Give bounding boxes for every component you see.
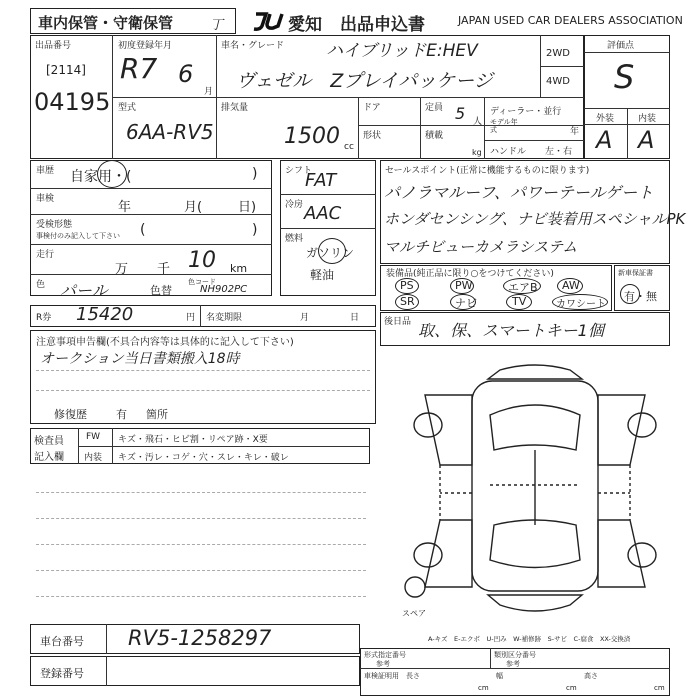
mileage-man: 万 <box>115 262 129 277</box>
selling-point-1: パノラマルーフ、パワーテールゲート <box>384 183 654 202</box>
interior-grade: A <box>638 126 655 154</box>
cert-height-unit: cm <box>654 684 665 692</box>
dealer-label: ディーラー・並行 <box>490 107 562 117</box>
exterior-grade: A <box>596 126 613 154</box>
reception-note: 事検付のみ記入して下さい <box>36 232 120 240</box>
model-value: 6AA-RV5 <box>126 120 214 144</box>
history-label: 車歴 <box>36 166 55 176</box>
form-cert-label: 形式指定番号 <box>364 651 406 659</box>
storage-title: 車内保管・守衛保管 <box>38 14 174 32</box>
cooling-label: 冷房 <box>285 200 304 210</box>
capacity-label: 定員 <box>425 103 444 113</box>
registration-year: R7 <box>120 52 158 85</box>
repair-value: 有 <box>116 408 127 421</box>
displacement-label: 排気量 <box>221 103 249 113</box>
repair-place: 箇所 <box>146 408 168 421</box>
equip-pw[interactable]: PW <box>455 279 473 292</box>
displacement-value: 1500 <box>284 124 340 149</box>
rating-label: 評価点 <box>607 41 635 51</box>
cooling-value: AAC <box>304 203 342 224</box>
car-name-line2: ヴェゼル Zプレイパッケージ <box>236 70 493 92</box>
capacity-unit: 人 <box>473 117 483 127</box>
cert-width-unit: cm <box>566 684 577 692</box>
cert-height-label: 高さ <box>584 672 598 680</box>
class-num-ref: 参考 <box>506 660 520 668</box>
displacement-unit: cc <box>344 142 354 152</box>
warranty-options[interactable]: 有・無 <box>624 290 657 303</box>
fuel-label: 燃料 <box>285 234 304 244</box>
inspector-fw-label: FW <box>86 432 101 442</box>
car-name-line1: ハイブリッドE:HEV <box>326 41 478 61</box>
inspector-int-items: キズ・汚レ・コゲ・穴・スレ・キレ・破レ <box>118 453 289 463</box>
reception-close: ) <box>252 222 258 238</box>
equip-ps[interactable]: PS <box>400 279 414 292</box>
handle-options[interactable]: 左・右 <box>545 147 573 157</box>
mileage-label: 走行 <box>36 250 55 260</box>
inspector-int-label: 内装 <box>84 453 103 463</box>
lot-number: 04195 <box>34 88 111 116</box>
interior-label: 内装 <box>638 114 657 124</box>
doors-label: ドア <box>363 103 381 113</box>
registration-month-unit: 月 <box>204 87 214 97</box>
registration-label: 初度登録年月 <box>118 41 173 51</box>
chassis-label: 車台番号 <box>40 635 84 648</box>
model-year-unit: 年 <box>570 127 580 137</box>
shape-label: 形状 <box>363 131 382 141</box>
fuel-diesel[interactable]: 軽油 <box>310 268 335 282</box>
equip-tv-circle <box>506 294 532 310</box>
history-circle <box>97 160 127 188</box>
mileage-unit: km <box>230 262 248 275</box>
equip-sr[interactable]: SR <box>400 295 415 308</box>
r-ticket-label: R券 <box>36 313 52 323</box>
color-code-value: NH902PC <box>200 284 248 295</box>
equip-leather-seat[interactable]: カワシート <box>556 299 606 310</box>
org-name: 愛知 <box>288 15 322 35</box>
drive-4wd[interactable]: 4WD <box>546 76 570 87</box>
mileage-value: 10 <box>188 248 216 273</box>
equip-ps-circle <box>395 278 419 294</box>
transfer-label: 名変期限 <box>206 313 243 323</box>
form-title: 出品申込書 <box>340 15 425 35</box>
capacity-value: 5 <box>455 104 466 123</box>
fuel-gasoline-circle <box>318 238 346 264</box>
inspector-fw-items: キズ・飛石・ヒビ割・リペア跡・X要 <box>118 435 268 445</box>
reception-open: ( <box>140 222 146 238</box>
color-value: パール <box>60 281 108 300</box>
r-ticket-value: 15420 <box>76 304 134 325</box>
equip-aw[interactable]: AW <box>562 279 580 292</box>
history-close: ) <box>252 166 258 182</box>
equip-airbag-circle <box>503 278 541 294</box>
equip-aw-circle <box>557 278 583 294</box>
shaken-label: 車検 <box>36 194 55 204</box>
shaken-day: 日) <box>238 200 257 215</box>
inspector-label-1: 検査員 <box>34 436 64 447</box>
lot-number-label: 出品番号 <box>35 41 72 51</box>
exterior-label: 外装 <box>596 114 615 124</box>
spare-label: スペア <box>402 609 426 618</box>
storage-mark: 丁 <box>210 18 224 33</box>
reg-number-label: 登録番号 <box>40 667 84 680</box>
class-num-label: 類別区分番号 <box>494 651 536 659</box>
lot-small-number: [2114] <box>46 63 86 77</box>
equip-sr-circle <box>395 294 419 310</box>
equipment-label: 装備品(純正品に限り○をつけてください) <box>386 269 554 279</box>
accessories-text: 取、保、スマートキー1個 <box>418 321 604 340</box>
remarks-label: 注意事項申告欄(不具合内容等は具体的に記入して下さい) <box>36 337 294 348</box>
shift-label: シフト <box>285 166 313 176</box>
ju-logo-icon <box>252 10 290 36</box>
equip-navi[interactable]: ナビ <box>455 297 477 310</box>
equip-airbag[interactable]: エアB <box>508 281 538 294</box>
cert-length-unit: cm <box>478 684 489 692</box>
r-ticket-unit: 円 <box>186 313 196 323</box>
transfer-month: 月 <box>300 313 310 323</box>
drive-2wd[interactable]: 2WD <box>546 48 570 59</box>
rating-value: S <box>614 58 635 96</box>
handle-label: ハンドル <box>490 147 527 157</box>
color-code-label: 色コード <box>188 278 216 286</box>
form-cert-ref: 参考 <box>376 660 390 668</box>
equip-leather-circle <box>552 294 608 310</box>
cert-width-label: 幅 <box>496 672 503 680</box>
cert-length-label: 長さ <box>406 672 420 680</box>
equip-tv[interactable]: TV <box>512 295 527 308</box>
association-name: JAPAN USED CAR DEALERS ASSOCIATION <box>458 14 683 27</box>
reception-label: 受検形態 <box>36 220 73 230</box>
chassis-value: RV5-1258297 <box>128 626 272 650</box>
mileage-sen: 千 <box>157 262 171 277</box>
cert-size-label: 車検証明用 <box>364 672 399 680</box>
remarks-text: オークション当日書類搬入18時 <box>40 351 240 367</box>
fuel-gasoline[interactable]: ガソリン <box>306 246 355 260</box>
selling-points-label: セールスポイント(正常に機能するものに限ります) <box>385 166 590 176</box>
accessories-label: 後日品 <box>384 317 412 327</box>
repair-label: 修復歴 <box>54 408 87 421</box>
load-label: 積載 <box>425 131 444 141</box>
equip-navi-circle <box>450 294 476 310</box>
selling-point-3: マルチビューカメラシステム <box>384 238 578 256</box>
model-year-label: モデル年式 <box>490 118 518 134</box>
car-name-label: 車名・グレード <box>221 41 285 51</box>
shaken-month: 月( <box>184 200 203 215</box>
color-change-label: 色替 <box>150 284 172 297</box>
warranty-circle <box>620 284 640 304</box>
history-value: 自家用・( <box>70 169 132 185</box>
transfer-day: 日 <box>350 313 360 323</box>
selling-point-2: ホンダセンシング、ナビ装着用スペシャルPK <box>384 210 686 228</box>
damage-legend: A-キズ E-エクボ U-凹み W-補修跡 S-サビ C-腐食 XX-交換済 <box>428 635 631 643</box>
warranty-label: 新車保証書 <box>618 269 653 277</box>
color-label: 色 <box>36 280 46 290</box>
shift-value: FAT <box>305 170 337 191</box>
car-damage-diagram[interactable] <box>400 355 670 630</box>
inspector-label-2: 記入欄 <box>34 452 64 463</box>
load-unit: kg <box>472 148 482 157</box>
registration-month: 6 <box>178 60 194 88</box>
equip-pw-circle <box>450 278 474 294</box>
shaken-year: 年 <box>118 200 132 215</box>
model-label: 型式 <box>118 103 137 113</box>
